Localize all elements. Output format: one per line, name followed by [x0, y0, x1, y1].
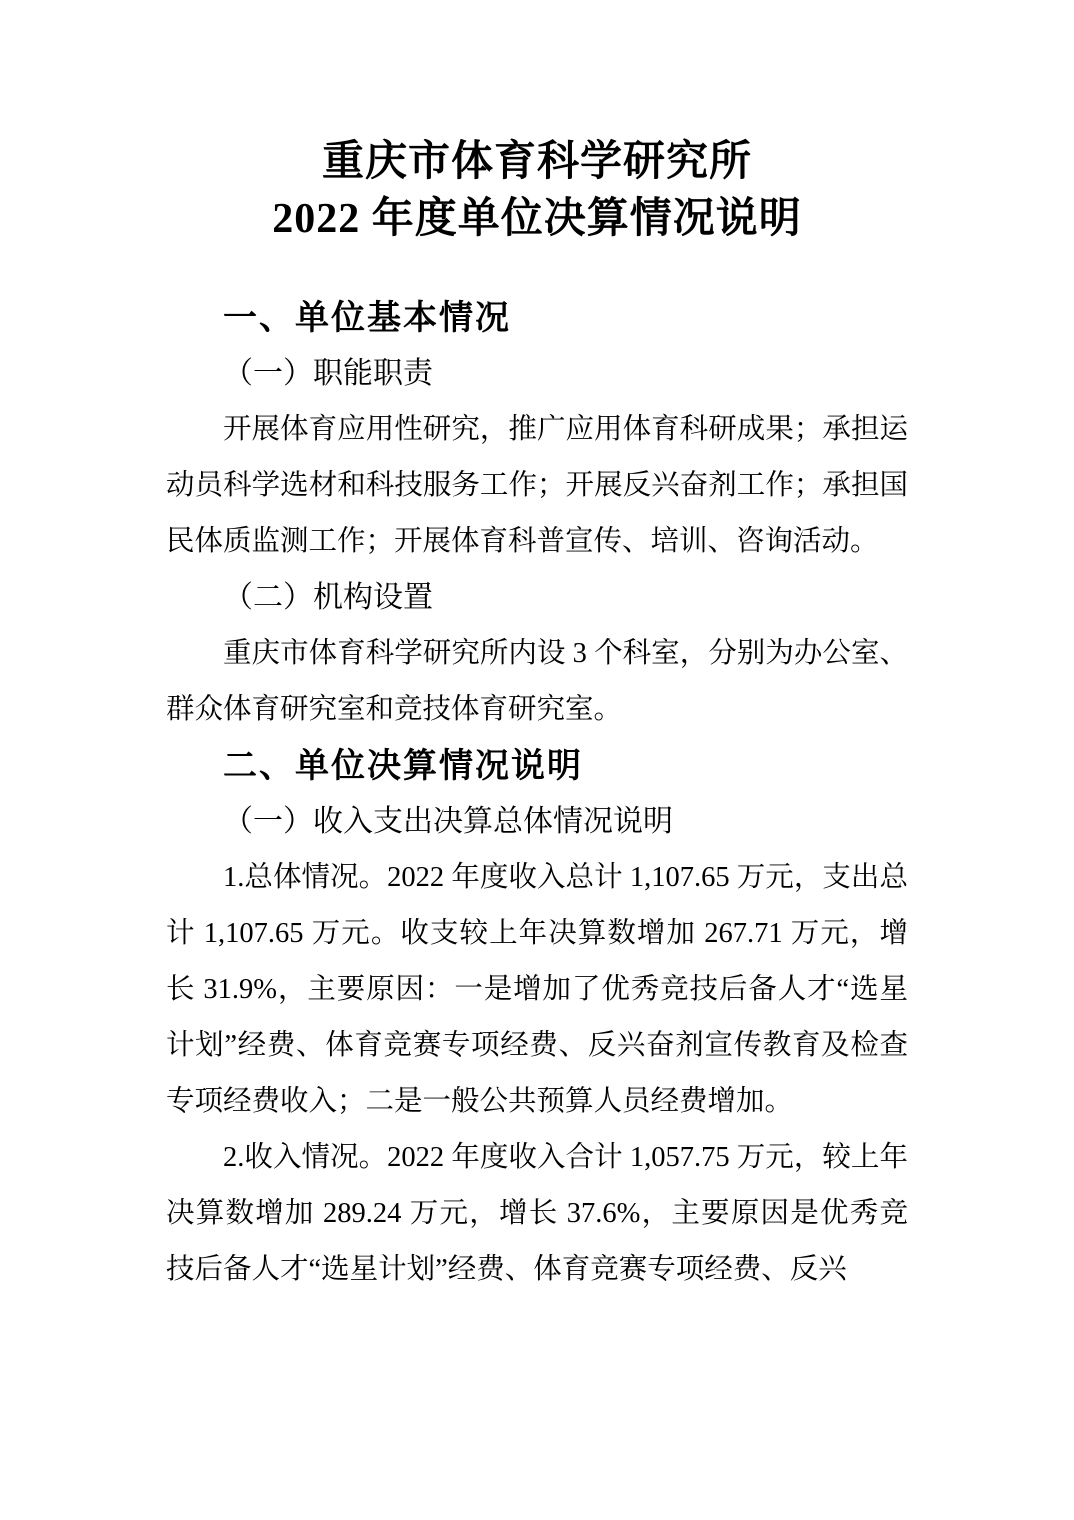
paragraph-overall-situation: 1.总体情况。2022 年度收入总计 1,107.65 万元，支出总计 1,107.65 万元。收支较上年决算数增加 267.71 万元，增长 31.9%，主要原因：一是增加了优秀竞技后备人才“选星计划”经费、体育竞赛专项经费、反兴奋剂宣传教育及检查专项经费收入；二是一般公共预算人员经费增加。 — [166, 862, 908, 1117]
section-heading-final-accounts: 二、单位决算情况说明 — [223, 747, 583, 785]
paragraph-income-situation: 2.收入情况。2022 年度收入合计 1,057.75 万元，较上年决算数增加 289.24 万元，增长 37.6%，主要原因是优秀竞技后备人才“选星计划”经费、体育竞赛专项经费、反兴 — [166, 1142, 908, 1285]
paragraph-functions: 开展体育应用性研究，推广应用体育科研成果；承担运动员科学选材和科技服务工作；开展反兴奋剂工作；承担国民体质监测工作；开展体育科普宣传、培训、咨询活动。 — [166, 414, 908, 557]
document-title-line-1: 重庆市体育科学研究所 — [321, 139, 752, 185]
document-title-line-2: 2022 年度单位决算情况说明 — [272, 196, 802, 242]
section-heading-basic-info: 一、单位基本情况 — [223, 299, 511, 337]
paragraph-organization: 重庆市体育科学研究所内设 3 个科室，分别为办公室、群众体育研究室和竞技体育研究室。 — [166, 638, 908, 725]
subsection-heading-organization: （二）机构设置 — [223, 581, 433, 614]
subsection-heading-overall-situation: （一）收入支出决算总体情况说明 — [223, 805, 673, 838]
subsection-heading-functions: （一）职能职责 — [223, 357, 433, 390]
document-title — [166, 134, 908, 248]
document-body — [166, 290, 908, 1298]
